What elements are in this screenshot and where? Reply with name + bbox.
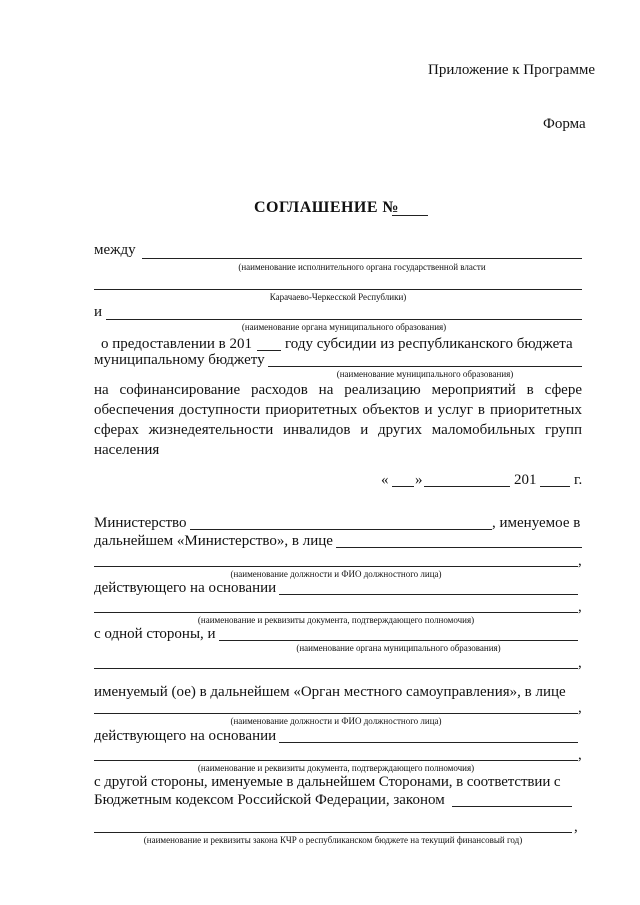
ministry-person-field-2[interactable] [94,566,578,567]
and-label: и [94,304,103,320]
executive-body-caption: (наименование исполнительного органа государственной власти [238,262,486,272]
republic-caption: Карачаево-Черкесской Республики) [269,292,407,302]
position-caption: (наименование должности и ФИО должностного лица) [230,569,442,579]
comma-5: , [578,747,582,763]
ministry-basis-field-2[interactable] [94,612,578,613]
local-gov-person-field[interactable] [94,713,578,714]
executive-body-field[interactable] [142,258,582,259]
position-caption-2: (наименование должности и ФИО должностного лица) [230,716,442,726]
comma-1: , [578,553,582,569]
law-field-2[interactable] [94,832,572,833]
law-field[interactable] [452,806,572,807]
local-gov-label: именуемый (ое) в дальнейшем «Орган местного самоуправления», в лице [94,684,566,700]
subject-line1-b: году субсидии из республиканского бюджета [285,336,573,352]
municipal-budget-field[interactable] [268,366,582,367]
org-caption: (наименование органа муниципального образования) [296,643,501,653]
municipal-body-caption: (наименование органа муниципального образования) [241,322,447,332]
document-caption: (наименование и реквизиты документа, подтверждающего полномочия) [197,615,475,625]
date-year-prefix: 201 [514,472,537,488]
budget-code-label: Бюджетным кодексом Российской Федерации, законом [94,792,445,808]
appendix-label: Приложение к Программе [428,62,596,78]
document-caption-2: (наименование и реквизиты документа, подтверждающего полномочия) [197,763,475,773]
further-label: дальнейшем «Министерство», в лице [94,533,333,549]
comma-3: , [578,655,582,671]
subject-paragraph: на софинансирование расходов на реализацию мероприятий в сфере обеспечения доступности приоритетных объектов и услуг в приоритетных сферах жизнедеятельности инвалидов и других маломобильных групп населения [94,382,582,458]
agreement-number-field[interactable] [392,215,428,216]
municipal-formation-caption: (наименование муниципального образования) [336,369,514,379]
date-day-field[interactable] [392,486,414,487]
local-gov-basis-field[interactable] [279,742,578,743]
page-title: СОГЛАШЕНИЕ № [254,199,400,216]
named-label: , именуемое в [492,515,581,531]
date-month-field[interactable] [424,486,510,487]
date-quote-close: » [415,472,423,488]
executive-body-field-2[interactable] [94,289,582,290]
date-quote-open: « [381,472,389,488]
one-side-label: с одной стороны, и [94,626,216,642]
comma-2: , [578,599,582,615]
local-gov-basis-field-2[interactable] [94,760,578,761]
acting-label: действующего на основании [94,580,277,596]
date-g-label: г. [574,472,583,488]
ministry-name-field[interactable] [190,529,492,530]
ministry-basis-field[interactable] [279,594,578,595]
comma-6: , [574,819,578,835]
subject-line1-a: о предоставлении в 201 [101,336,252,352]
subject-line2: муниципальному бюджету [94,352,265,368]
acting-label-2: действующего на основании [94,728,277,744]
municipal-body-field[interactable] [106,319,582,320]
municipal-org-field[interactable] [219,640,578,641]
ministry-person-field[interactable] [336,547,582,548]
ministry-label: Министерство [94,515,187,531]
form-label: Форма [543,116,586,132]
law-caption: (наименование и реквизиты закона КЧР о республиканском бюджете на текущий финансовый год) [143,835,523,845]
comma-4: , [578,700,582,716]
between-label: между [94,242,136,258]
other-side-label: с другой стороны, именуемые в дальнейшем Сторонами, в соответствии с [94,774,561,790]
date-year-field[interactable] [540,486,570,487]
municipal-org-field-2[interactable] [94,668,578,669]
